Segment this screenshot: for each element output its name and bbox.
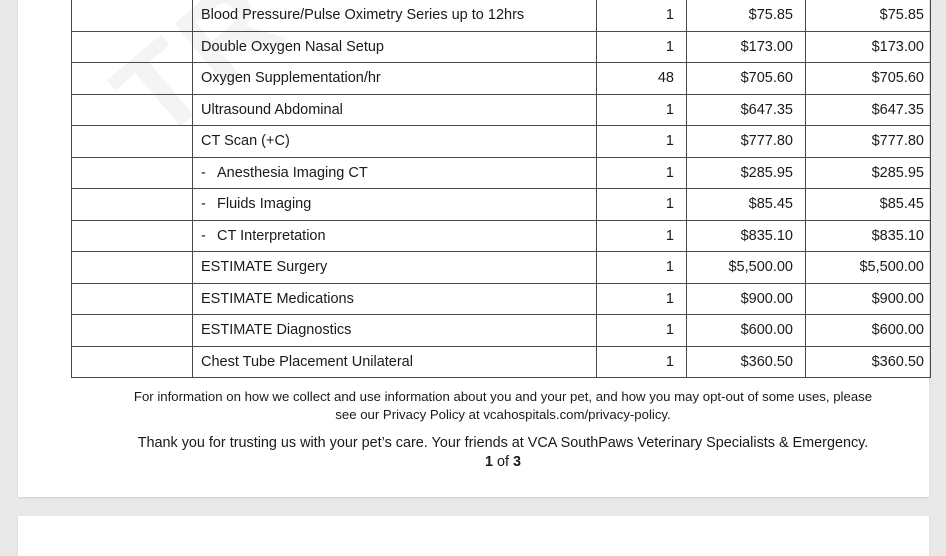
- invoice-page: [18, 0, 929, 497]
- item-quantity: 1: [597, 31, 687, 63]
- item-quantity: 1: [597, 94, 687, 126]
- line-items-table: [71, 0, 931, 378]
- empty-cell: [72, 346, 193, 378]
- item-unit-price: $900.00: [687, 283, 806, 315]
- item-total: $85.45: [806, 189, 931, 221]
- item-description: Oxygen Supplementation/hr: [201, 70, 381, 87]
- item-description: ESTIMATE Surgery: [201, 259, 328, 276]
- item-unit-price: $705.60: [687, 63, 806, 95]
- item-unit-price: $600.00: [687, 315, 806, 347]
- item-unit-price: $173.00: [687, 31, 806, 63]
- item-description-cell: [193, 126, 597, 158]
- item-total: $5,500.00: [806, 252, 931, 284]
- item-description-cell: [193, 157, 597, 189]
- item-unit-price: $360.50: [687, 346, 806, 378]
- item-description-cell: [193, 63, 597, 95]
- item-total: $900.00: [806, 283, 931, 315]
- page-current: 1: [484, 454, 493, 470]
- item-unit-price: $777.80: [687, 126, 806, 158]
- item-quantity: 1: [597, 346, 687, 378]
- item-unit-price: $835.10: [687, 220, 806, 252]
- item-quantity: 1: [597, 283, 687, 315]
- next-page-edge: [18, 516, 929, 556]
- empty-cell: [72, 63, 193, 95]
- empty-cell: [72, 189, 193, 221]
- sub-item-dash: -: [201, 164, 206, 181]
- empty-cell: [72, 315, 193, 347]
- item-total: $835.10: [806, 220, 931, 252]
- item-quantity: 1: [597, 0, 687, 31]
- table-row: [72, 94, 931, 126]
- item-quantity: 1: [597, 157, 687, 189]
- table-row: [72, 346, 931, 378]
- item-description: ESTIMATE Diagnostics: [201, 322, 352, 339]
- empty-cell: [72, 31, 193, 63]
- item-description-cell: [193, 94, 597, 126]
- item-description: ESTIMATE Medications: [201, 290, 354, 307]
- thank-you-note: [58, 434, 946, 472]
- item-description-cell: [193, 220, 597, 252]
- item-total: $600.00: [806, 315, 931, 347]
- item-description-cell: [193, 346, 597, 378]
- item-unit-price: $5,500.00: [687, 252, 806, 284]
- item-total: $75.85: [806, 0, 931, 31]
- page-of: of: [496, 454, 509, 470]
- item-quantity: 1: [597, 126, 687, 158]
- privacy-line-2: see our Privacy Policy at vcahospitals.com/privacy-policy.: [335, 407, 671, 422]
- item-description: Double Oxygen Nasal Setup: [201, 38, 384, 55]
- item-total: $360.50: [806, 346, 931, 378]
- item-quantity: 1: [597, 189, 687, 221]
- page-total: 3: [513, 454, 522, 470]
- privacy-notice: [58, 388, 946, 424]
- privacy-line-1: For information on how we collect and use information about you and your pet, and how you may opt-out of some uses, please: [133, 389, 873, 404]
- item-quantity: 1: [597, 220, 687, 252]
- item-quantity: 1: [597, 252, 687, 284]
- item-total: $647.35: [806, 94, 931, 126]
- thank-you-text: Thank you for trusting us with your pet’s care. Your friends at VCA SouthPaws Veterinary Specialists & Emergency.: [137, 435, 869, 451]
- table-row: [72, 315, 931, 347]
- item-unit-price: $75.85: [687, 0, 806, 31]
- page-number: [58, 453, 946, 472]
- table-row: [72, 157, 931, 189]
- table-row: [72, 220, 931, 252]
- sub-item-dash: -: [201, 227, 206, 244]
- table-row: [72, 0, 931, 31]
- table-row: [72, 63, 931, 95]
- item-description-cell: [193, 252, 597, 284]
- item-description: Blood Pressure/Pulse Oximetry Series up to 12hrs: [201, 7, 525, 24]
- item-total: $777.80: [806, 126, 931, 158]
- table-row: [72, 283, 931, 315]
- empty-cell: [72, 252, 193, 284]
- table-row: [72, 189, 931, 221]
- sub-item-dash: -: [201, 196, 206, 213]
- item-description: CT Interpretation: [217, 227, 326, 244]
- item-total: $705.60: [806, 63, 931, 95]
- item-unit-price: $85.45: [687, 189, 806, 221]
- item-description-cell: [193, 283, 597, 315]
- item-description: Anesthesia Imaging CT: [217, 164, 368, 181]
- item-description: CT Scan (+C): [201, 133, 290, 150]
- empty-cell: [72, 126, 193, 158]
- empty-cell: [72, 0, 193, 31]
- empty-cell: [72, 283, 193, 315]
- empty-cell: [72, 157, 193, 189]
- empty-cell: [72, 220, 193, 252]
- item-quantity: 48: [597, 63, 687, 95]
- item-description-cell: [193, 315, 597, 347]
- item-description-cell: [193, 31, 597, 63]
- item-unit-price: $285.95: [687, 157, 806, 189]
- item-description: Fluids Imaging: [217, 196, 312, 213]
- item-quantity: 1: [597, 315, 687, 347]
- table-row: [72, 126, 931, 158]
- table-row: [72, 31, 931, 63]
- empty-cell: [72, 94, 193, 126]
- item-total: $285.95: [806, 157, 931, 189]
- item-description-cell: [193, 0, 597, 31]
- item-description-cell: [193, 189, 597, 221]
- table-row: [72, 252, 931, 284]
- item-total: $173.00: [806, 31, 931, 63]
- item-description: Chest Tube Placement Unilateral: [201, 353, 413, 370]
- item-description: Ultrasound Abdominal: [201, 101, 343, 118]
- item-unit-price: $647.35: [687, 94, 806, 126]
